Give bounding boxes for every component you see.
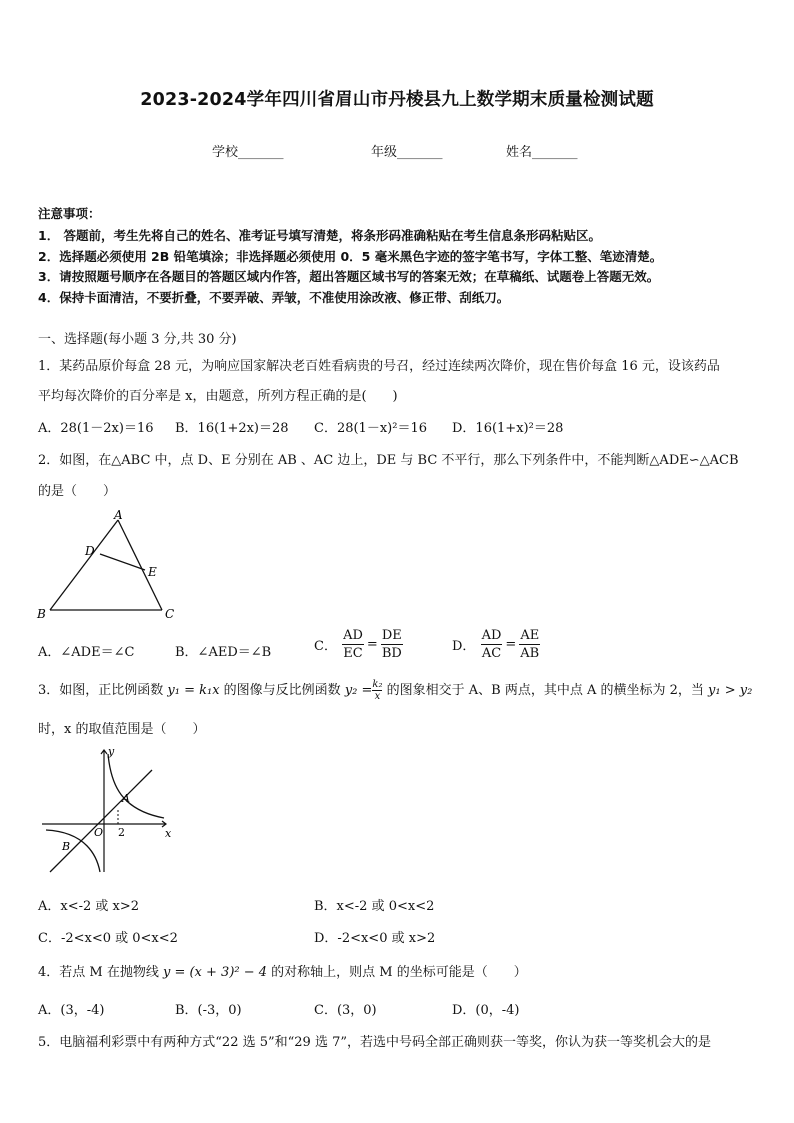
q1-option-c[interactable]: C．28(1－x)²＝16 <box>314 421 427 436</box>
tick-label-2: 2 <box>118 826 125 839</box>
q3-graph-figure <box>38 746 180 876</box>
q2-option-d[interactable] <box>452 627 541 662</box>
denominator: BD <box>381 646 402 661</box>
note-item: 2．选择题必须使用 2B 铅笔填涂；非选择题必须使用 0．5 毫米黑色字迹的签字笔书写，字体工整、笔迹清楚。 <box>38 249 663 264</box>
q3-option-d[interactable]: D．-2<x<0 或 x>2 <box>314 931 436 946</box>
fraction <box>381 627 403 662</box>
q2-triangle-figure <box>30 506 190 624</box>
function-curves <box>46 754 164 872</box>
point-label-a: A <box>122 792 130 805</box>
numerator: DE <box>381 628 402 643</box>
label-e: E <box>148 565 157 579</box>
section-heading: 一、选择题(每小题 3 分,共 30 分) <box>38 332 237 347</box>
q4-option-b[interactable]: B．(-3，0) <box>175 1003 242 1018</box>
q4-option-c[interactable]: C．(3，0) <box>314 1003 377 1018</box>
option-letter: C． <box>314 639 337 654</box>
denominator: AB <box>520 646 540 661</box>
q1-text-line1: 1．某药品原价每盒 28 元，为响应国家解决老百姓看病贵的号召，经过连续两次降价，现在售价每盒 16 元，设该药品 <box>38 359 720 374</box>
axis-label-x: x <box>165 827 172 840</box>
axes <box>42 750 166 872</box>
numerator: k₂ <box>372 679 383 690</box>
q4-option-d[interactable]: D．(0，-4) <box>452 1003 520 1018</box>
point-label-b: B <box>62 840 71 853</box>
q1-option-d[interactable]: D．16(1+x)²＝28 <box>452 421 564 436</box>
denominator: AC <box>481 646 502 661</box>
q3-formula-y1: y₁ = k₁x <box>167 683 220 698</box>
note-item: 1． 答题前，考生先将自己的姓名、准考证号填写清楚，将条形码准确粘贴在考生信息条形码粘贴区。 <box>38 228 602 243</box>
triangle-lines <box>50 520 162 610</box>
q1-option-b[interactable]: B．16(1+2x)＝28 <box>175 421 289 436</box>
axis-label-y: y <box>108 746 115 758</box>
q4-text <box>38 961 527 980</box>
option-letter: D． <box>452 639 476 654</box>
label-b: B <box>37 607 46 621</box>
origin-label: O <box>94 826 104 839</box>
equals-sign: = <box>505 637 517 652</box>
q3-option-a[interactable]: A．x<-2 或 x>2 <box>38 899 140 914</box>
q4-formula: y = (x + 3)² − 4 <box>162 965 268 980</box>
notes-heading: 注意事项： <box>38 206 101 221</box>
note-item: 3．请按照题号顺序在各题目的答题区域内作答，超出答题区域书写的答案无效；在草稿纸、试题卷上答题无效。 <box>38 269 660 284</box>
name-field: 姓名_______ <box>506 145 578 160</box>
numerator: AD <box>343 628 363 643</box>
equals-sign: = <box>366 637 378 652</box>
q5-text-line1: 5．电脑福利彩票中有两种方式“22 选 5”和“29 选 7”，若选中号码全部正确则获一等奖，你认为获一等奖机会大的是 <box>38 1035 712 1050</box>
q3-text-part3: 的图象相交于 A、B 两点，其中点 A 的横坐标为 2，当 <box>382 683 709 698</box>
q3-formula-y2-left: y₂ = <box>344 683 373 698</box>
q3-formula-inequality: y₁ > y₂ <box>708 683 753 698</box>
q3-option-c[interactable]: C．-2<x<0 或 0<x<2 <box>38 931 178 946</box>
numerator: AD <box>481 628 502 643</box>
fraction <box>342 627 364 662</box>
q4-text-part1: 4．若点 M 在抛物线 <box>38 965 163 980</box>
q3-formula-fraction <box>372 679 382 702</box>
label-d: D <box>85 544 95 558</box>
q2-text-line1: 2．如图，在△ABC 中，点 D、E 分别在 AB 、AC 边上，DE 与 BC 不平行，那么下列条件中，不能判断△ADE∽△ACB <box>38 453 739 468</box>
fraction <box>481 627 503 662</box>
grade-field: 年级_______ <box>371 145 443 160</box>
fraction <box>519 627 540 662</box>
q4-text-part2: 的对称轴上，则点 M 的坐标可能是（ ） <box>267 965 527 980</box>
q1-text-line2: 平均每次降价的百分率是 x，由题意，所列方程正确的是( ) <box>38 389 398 404</box>
q3-text-part2: 的图像与反比例函数 <box>219 683 345 698</box>
numerator: AE <box>520 628 540 643</box>
label-c: C <box>165 607 175 621</box>
school-field: 学校_______ <box>212 145 284 160</box>
q4-option-a[interactable]: A．(3，-4) <box>38 1003 105 1018</box>
denominator: EC <box>343 646 363 661</box>
note-item: 4．保持卡面清洁，不要折叠，不要弄破、弄皱，不准使用涂改液、修正带、刮纸刀。 <box>38 290 510 305</box>
denominator: x <box>374 691 381 702</box>
q3-text-line2: 时，x 的取值范围是（ ） <box>38 722 206 737</box>
q2-option-b[interactable]: B．∠AED＝∠B <box>175 645 272 660</box>
q3-text-line1 <box>38 679 752 702</box>
q3-text-part1: 3．如图，正比例函数 <box>38 683 168 698</box>
page-title: 2023-2024学年四川省眉山市丹棱县九上数学期末质量检测试题 <box>140 90 654 110</box>
q2-option-c[interactable] <box>314 627 404 662</box>
label-a: A <box>114 508 123 522</box>
q1-option-a[interactable]: A．28(1－2x)＝16 <box>38 421 154 436</box>
q2-option-a[interactable]: A．∠ADE＝∠C <box>38 645 135 660</box>
q3-option-b[interactable]: B．x<-2 或 0<x<2 <box>314 899 435 914</box>
q2-text-line2: 的是（ ） <box>38 484 117 499</box>
